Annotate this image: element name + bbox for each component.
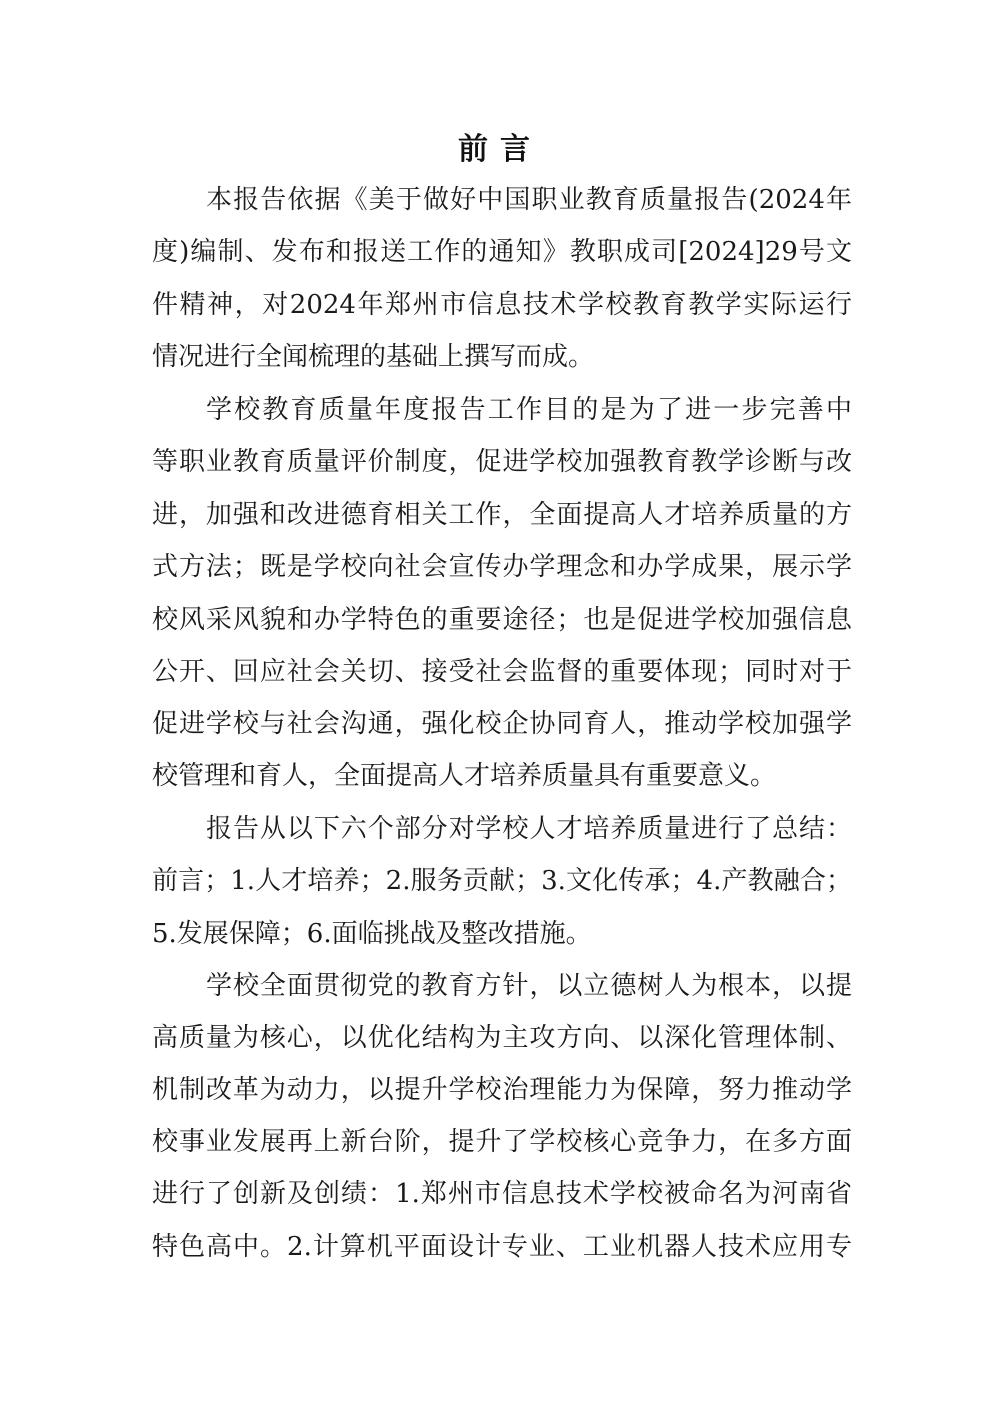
paragraph-1-line: 本报告依据《美于做好中国职业教育质量报告(2024年 <box>206 185 852 215</box>
paragraph-4-line: 高质量为核心，以优化结构为主攻方向、以深化管理体制、 <box>152 1023 852 1053</box>
page-title: 前言 <box>458 132 542 167</box>
paragraph-2-line: 校管理和育人，全面提高人才培养质量具有重要意义。 <box>152 761 777 791</box>
paragraph-3-line: 前言；1.人才培养；2.服务贡献；3.文化传承；4.产教融合； <box>152 866 852 896</box>
paragraph-4-line: 特色高中。2.计算机平面设计专业、工业机器人技术应用专 <box>152 1232 852 1262</box>
paragraph-4-line: 校事业发展再上新台阶，提升了学校核心竞争力，在多方面 <box>152 1127 852 1157</box>
paragraph-2-line: 学校教育质量年度报告工作目的是为了进一步完善中 <box>206 395 852 425</box>
paragraph-2-line: 校风采风貌和办学特色的重要途径；也是促进学校加强信息 <box>152 605 852 635</box>
paragraph-2-line: 式方法；既是学校向社会宣传办学理念和办学成果，展示学 <box>152 552 852 582</box>
paragraph-2-line: 公开、回应社会关切、接受社会监督的重要体现；同时对于 <box>152 657 852 687</box>
paragraph-2-line: 促进学校与社会沟通，强化校企协同育人，推动学校加强学 <box>152 709 852 739</box>
paragraph-4-line: 学校全面贯彻党的教育方针，以立德树人为根本，以提 <box>206 971 852 1001</box>
paragraph-1-line: 情况进行全闻梳理的基础上撰写而成。 <box>152 342 595 372</box>
paragraph-1-line: 度)编制、发布和报送工作的通知》教职成司[2024]29号文 <box>152 237 852 267</box>
paragraph-4-line: 进行了创新及创绩：1.郑州市信息技术学校被命名为河南省 <box>152 1179 852 1209</box>
paragraph-3-line: 5.发展保障；6.面临挑战及整改措施。 <box>152 919 592 949</box>
paragraph-2-line: 进，加强和改进德育相关工作，全面提高人才培养质量的方 <box>152 500 852 530</box>
paragraph-1-line: 件精神，对2024年郑州市信息技术学校教育教学实际运行 <box>152 290 852 320</box>
paragraph-4-line: 机制改革为动力，以提升学校治理能力为保障，努力推动学 <box>152 1075 852 1105</box>
paragraph-3-line: 报告从以下六个部分对学校人才培养质量进行了总结： <box>206 814 852 844</box>
paragraph-2-line: 等职业教育质量评价制度，促进学校加强教育教学诊断与改 <box>152 447 852 477</box>
